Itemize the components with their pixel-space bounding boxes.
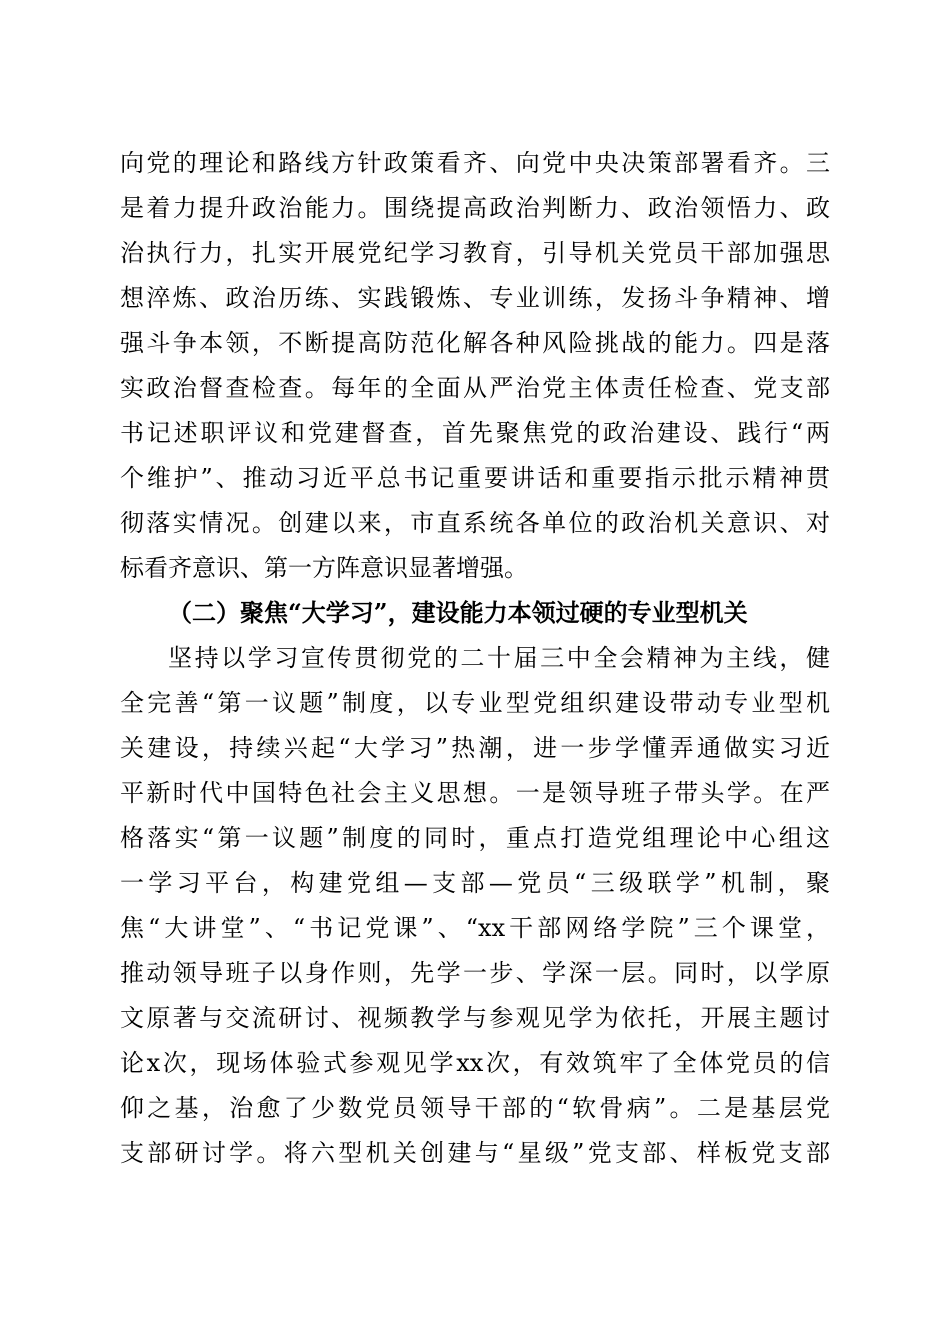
text-line: 书记述职评议和党建督查，首先聚焦党的政治建设、践行“两: [120, 419, 830, 447]
text-line: 向党的理论和路线方针政策看齐、向党中央决策部署看齐。三: [120, 149, 830, 177]
text-line: 想淬炼、政治历练、实践锻炼、专业训练，发扬斗争精神、增: [120, 284, 830, 312]
text-line: 治执行力，扎实开展党纪学习教育，引导机关党员干部加强思: [120, 239, 830, 267]
text-line: 彻落实情况。创建以来，市直系统各单位的政治机关意识、对: [120, 509, 830, 537]
text-line: 全完善“第一议题”制度，以专业型党组织建设带动专业型机: [120, 689, 830, 717]
text-line: 格落实“第一议题”制度的同时，重点打造党组理论中心组这: [120, 824, 830, 852]
text-line: 关建设，持续兴起“大学习”热潮，进一步学懂弄通做实习近: [120, 734, 830, 762]
text-line: 平新时代中国特色社会主义思想。一是领导班子带头学。在严: [120, 779, 830, 807]
text-line: 坚持以学习宣传贯彻党的二十届三中全会精神为主线，健: [168, 644, 830, 672]
text-line: 实政治督查检查。每年的全面从严治党主体责任检查、党支部: [120, 374, 830, 402]
text-line: 焦“大讲堂”、“书记党课”、“xx干部网络学院”三个课堂，: [120, 914, 830, 942]
text-line: 支部研讨学。将六型机关创建与“星级”党支部、样板党支部: [120, 1139, 830, 1167]
text-line: 标看齐意识、第一方阵意识显著增强。: [120, 554, 528, 582]
text-line: 是着力提升政治能力。围绕提高政治判断力、政治领悟力、政: [120, 194, 830, 222]
text-line: 论x次，现场体验式参观见学xx次，有效筑牢了全体党员的信: [120, 1049, 830, 1077]
text-line: 个维护”、推动习近平总书记重要讲话和重要指示批示精神贯: [120, 464, 830, 492]
text-line: 强斗争本领，不断提高防范化解各种风险挑战的能力。四是落: [120, 329, 830, 357]
text-line: 仰之基，治愈了少数党员领导干部的“软骨病”。二是基层党: [120, 1094, 830, 1122]
text-line: 一学习平台，构建党组—支部—党员“三级联学”机制，聚: [120, 869, 830, 897]
text-line: 文原著与交流研讨、视频教学与参观见学为依托，开展主题讨: [120, 1004, 830, 1032]
text-line: 推动领导班子以身作则，先学一步、学深一层。同时，以学原: [120, 959, 830, 987]
section-heading: （二）聚焦“大学习”，建设能力本领过硬的专业型机关: [168, 598, 748, 627]
